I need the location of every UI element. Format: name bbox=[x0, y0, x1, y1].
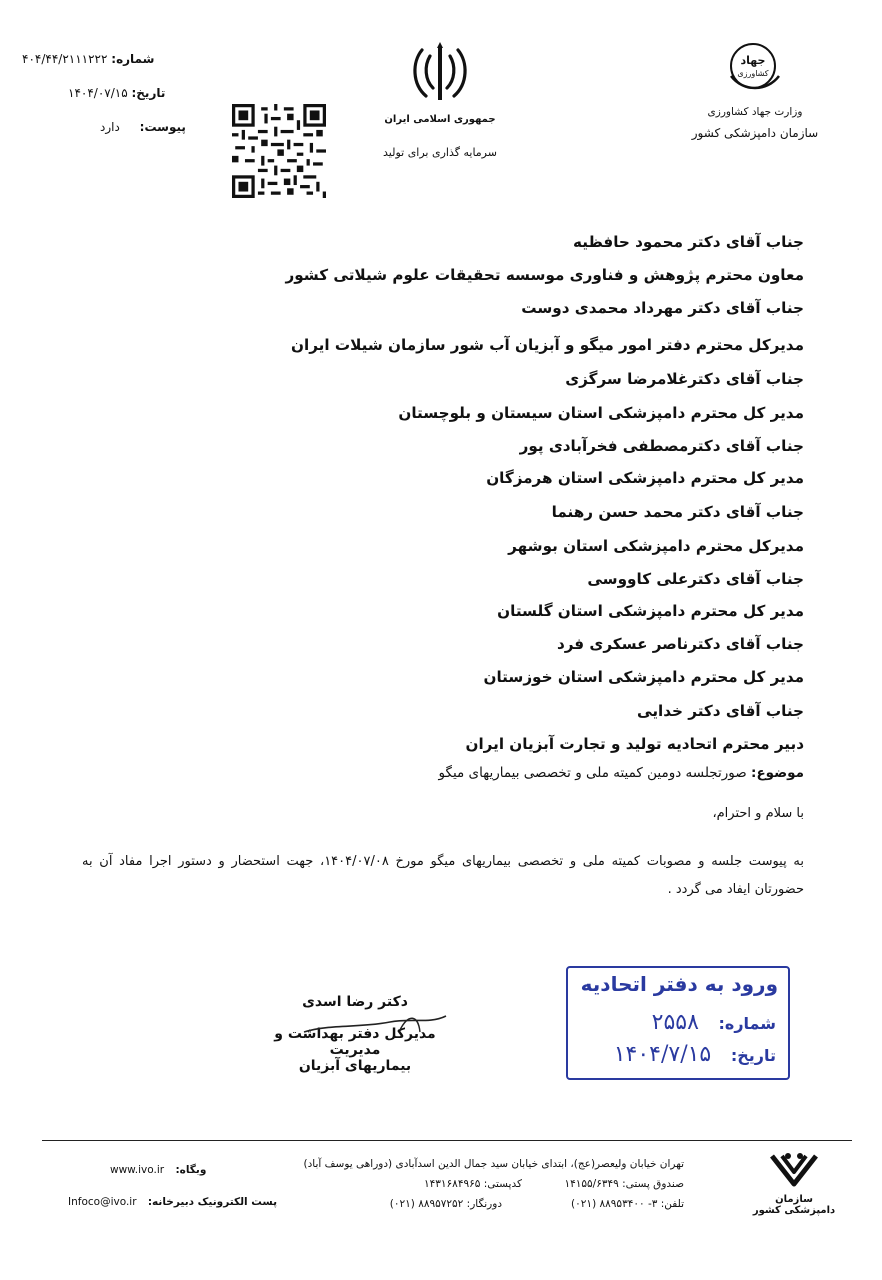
letter-date-label: تاریخ: bbox=[131, 86, 166, 100]
recipient-line: جناب آقای دکتر مهرداد محمدی دوست bbox=[521, 299, 804, 317]
svg-text:کشاورزی: کشاورزی bbox=[737, 69, 769, 78]
footer-po-box: صندوق پستی: ۱۴۱۵۵/۶۳۴۹ bbox=[564, 1178, 684, 1190]
handwritten-signature-icon bbox=[300, 1010, 450, 1040]
slogan: سرمایه گذاری برای تولید bbox=[383, 146, 497, 159]
recipient-line: جناب آقای دکتر محمد حسن رهنما bbox=[551, 503, 804, 521]
attachment-label: پیوست: bbox=[139, 120, 186, 134]
state-emblem-block bbox=[370, 40, 510, 159]
recipient-line: جناب آقای دکتر خدایی bbox=[636, 702, 804, 720]
veterinary-org-logo-icon bbox=[766, 1148, 822, 1188]
ivo-logo-text: سازمان دامپزشکی کشور bbox=[752, 1194, 836, 1216]
recipient-line: مدیرکل محترم دامپزشکی استان بوشهر bbox=[508, 537, 804, 555]
stamp-date-value: ۱۴۰۴/۷/۱۵ bbox=[613, 1042, 712, 1067]
recipient-line: دبیر محترم اتحادیه تولید و تجارت آبزیان ایران bbox=[465, 735, 804, 753]
organization-name: سازمان دامپزشکی کشور bbox=[691, 126, 819, 140]
letter-attachment bbox=[100, 120, 186, 134]
website-link[interactable]: www.ivo.ir bbox=[110, 1164, 165, 1176]
recipient-line: معاون محترم پژوهش و فناوری موسسه تحقیقات علوم شیلاتی کشور bbox=[285, 266, 804, 284]
signatory-title-line1: مدیرکل دفتر بهداشت و مدیریت bbox=[274, 1026, 436, 1058]
greeting: با سلام و احترام، bbox=[712, 806, 804, 821]
recipient-line: جناب آقای دکترعلی کاووسی bbox=[587, 570, 804, 588]
email-label: پست الکترونیک دبیرخانه: bbox=[147, 1196, 278, 1208]
ministry-logo-icon bbox=[723, 40, 787, 96]
letter-number bbox=[22, 52, 154, 66]
footer-divider bbox=[42, 1140, 852, 1141]
stamp-title: ورود به دفتر اتحادیه bbox=[580, 972, 778, 996]
recipient-line: مدیر کل محترم دامپزشکی استان گلستان bbox=[497, 602, 804, 620]
subject-label: موضوع: bbox=[751, 765, 804, 781]
attachment-value: دارد bbox=[100, 120, 120, 134]
ivo-logo bbox=[752, 1148, 836, 1216]
stamp-date-row bbox=[614, 1042, 776, 1067]
stamp-date-label: تاریخ: bbox=[730, 1046, 776, 1065]
stamp-number-value: ۲۵۵۸ bbox=[651, 1010, 699, 1035]
recipient-line: جناب آقای دکتر محمود حافظیه bbox=[573, 233, 804, 251]
letter-date bbox=[68, 86, 165, 100]
recipient-line: مدیر کل محترم دامپزشکی استان خوزستان bbox=[483, 668, 804, 686]
qr-code-icon bbox=[232, 104, 326, 198]
subject-text: صورتجلسه دومین کمیته ملی و تخصصی بیماریهای میگو bbox=[438, 765, 747, 781]
recipient-line: مدیرکل محترم دفتر امور میگو و آبزیان آب شور سازمان شیلات ایران bbox=[291, 336, 804, 354]
footer-fax: دورنگار: ۸۸۹۵۷۲۵۲ (۰۲۱) bbox=[389, 1198, 502, 1210]
body-paragraph: به پیوست جلسه و مصوبات کمیته ملی و تخصصی بیماریهای میگو مورخ ۱۴۰۴/۰۷/۰۸، جهت استحضار و دستور اجرا مفاد آن به حضورتان ایفاد می گردد . bbox=[82, 854, 804, 897]
recipient-line: جناب آقای دکترغلامرضا سرگزی bbox=[565, 370, 804, 388]
iran-emblem-icon bbox=[408, 40, 472, 106]
stamp-number-row bbox=[652, 1010, 776, 1035]
svg-text:جهاد: جهاد bbox=[740, 54, 766, 67]
recipient-line: مدیر کل محترم دامپزشکی استان سیستان و بلوچستان bbox=[398, 404, 804, 422]
signatory-title-line2: بیماریهای آبزیان bbox=[298, 1058, 412, 1074]
footer-website bbox=[110, 1164, 206, 1176]
received-stamp bbox=[566, 966, 790, 1080]
recipient-line: جناب آقای دکترناصر عسکری فرد bbox=[556, 635, 804, 653]
signatory-name: دکتر رضا اسدی bbox=[302, 994, 408, 1010]
ministry-name: وزارت جهاد کشاورزی bbox=[707, 106, 803, 118]
website-label: وبگاه: bbox=[175, 1164, 207, 1176]
recipient-line: جناب آقای دکترمصطفی فخرآبادی پور bbox=[519, 437, 804, 455]
letter-date-value: ۱۴۰۴/۰۷/۱۵ bbox=[68, 86, 128, 100]
footer-email bbox=[68, 1196, 277, 1208]
emblem-caption: جمهوری اسلامی ایران bbox=[384, 114, 496, 125]
letter-number-value: ۴۰۴/۴۴/۲۱۱۱۲۲۲ bbox=[22, 52, 108, 66]
recipient-line: مدیر کل محترم دامپزشکی استان هرمزگان bbox=[486, 469, 804, 487]
subject bbox=[439, 765, 804, 781]
letter-number-label: شماره: bbox=[111, 52, 155, 66]
footer-postal-code: کدپستی: ۱۴۳۱۶۸۴۹۶۵ bbox=[423, 1178, 522, 1190]
ministry-block bbox=[690, 40, 820, 140]
footer-phone: تلفن: ۳- ۸۸۹۵۳۴۰۰ (۰۲۱) bbox=[571, 1198, 684, 1210]
stamp-number-label: شماره: bbox=[718, 1014, 776, 1033]
footer-address: تهران خیابان ولیعصر(عج)، ابتدای خیابان سید جمال الدین اسدآبادی (دوراهی یوسف آباد) bbox=[303, 1158, 684, 1170]
email-link[interactable]: Infoco@ivo.ir bbox=[68, 1196, 137, 1208]
